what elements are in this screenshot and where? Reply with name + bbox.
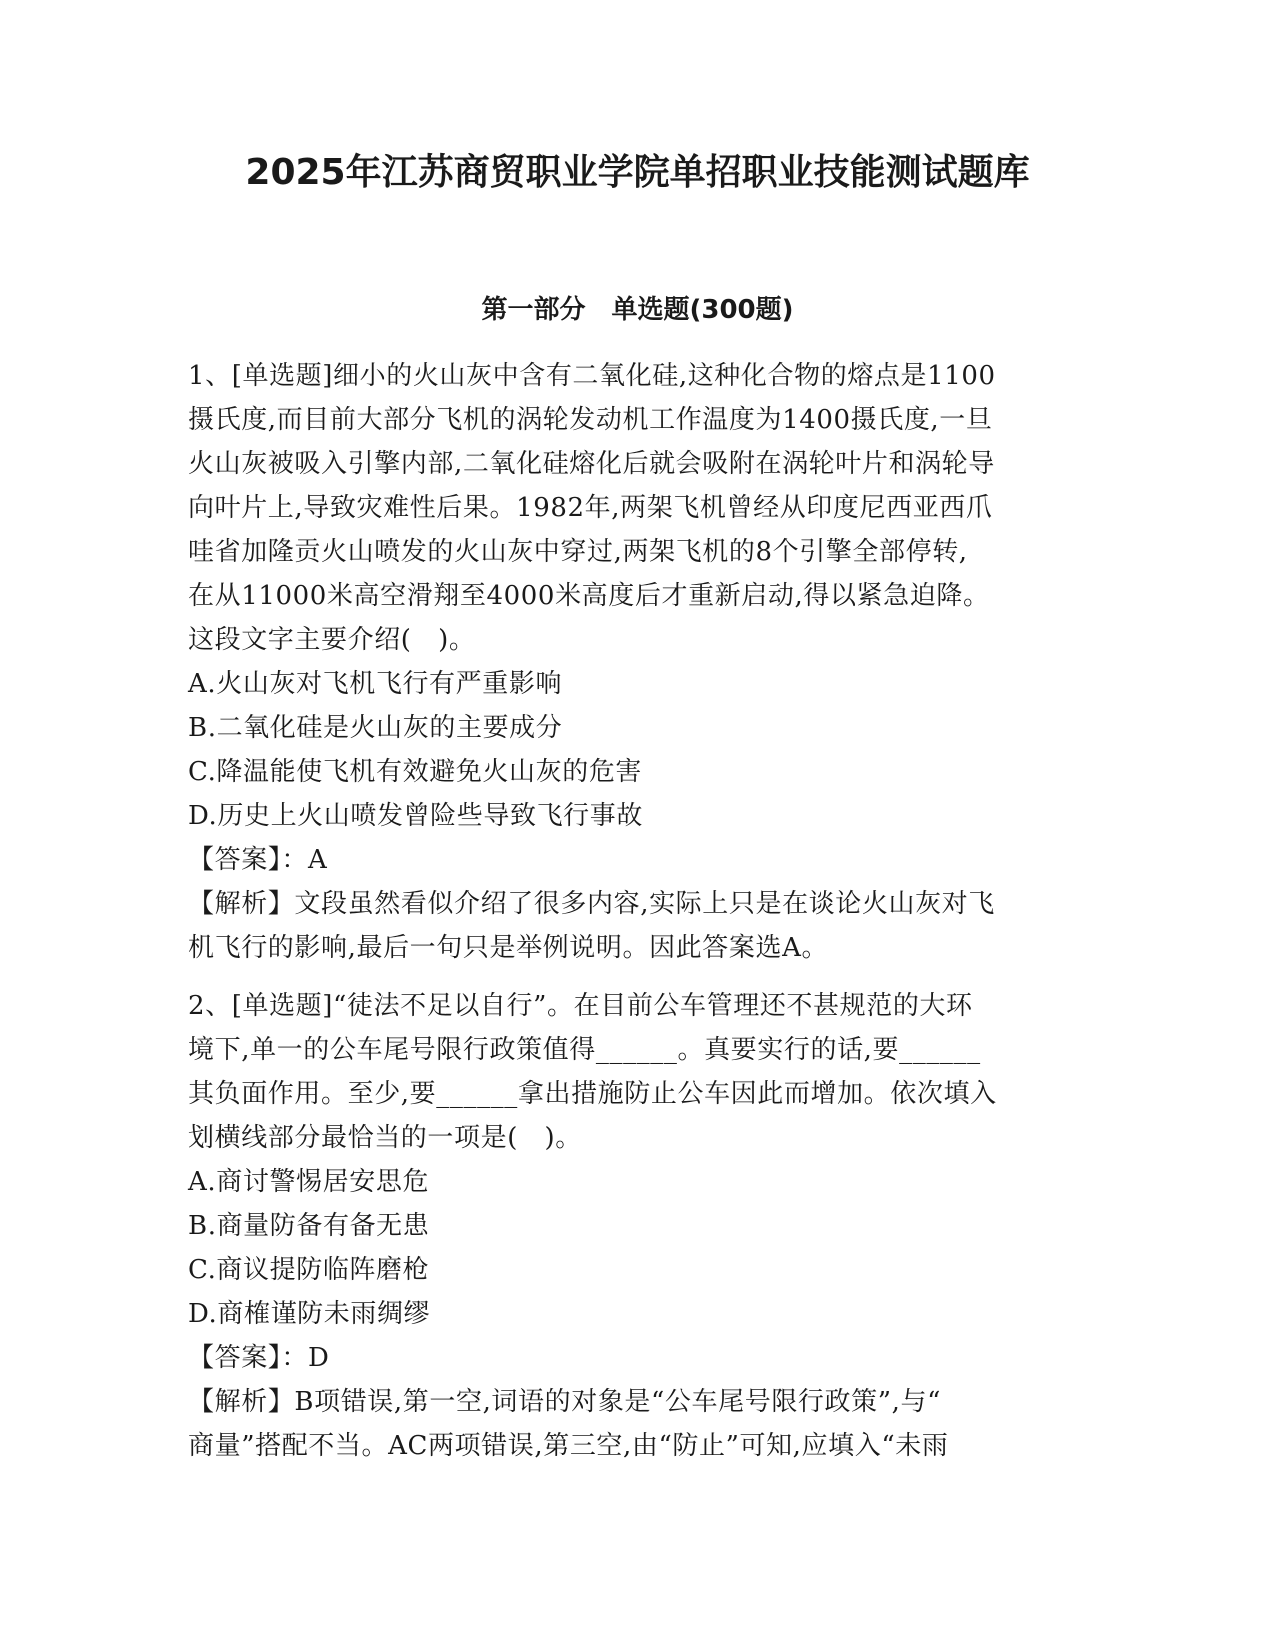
document-title: 2025年江苏商贸职业学院单招职业技能测试题库 (245, 152, 1030, 193)
option-c: C.商议提防临阵磨枪 (188, 1255, 430, 1285)
question-stem-line: 在从11000米高空滑翔至4000米高度后才重新启动,得以紧急迫降。 (188, 581, 990, 611)
question-2 (188, 984, 1068, 1468)
question-stem-line: 摄氏度,而目前大部分飞机的涡轮发动机工作温度为1400摄氏度,一旦 (188, 405, 993, 435)
question-1 (188, 354, 1068, 970)
question-list (188, 354, 1068, 1482)
option-d: D.历史上火山喷发曾险些导致飞行事故 (188, 801, 643, 831)
question-stem-line: 1、[单选题]细小的火山灰中含有二氧化硅,这种化合物的熔点是1100 (188, 361, 996, 391)
question-stem-line: 哇省加隆贡火山喷发的火山灰中穿过,两架飞机的8个引擎全部停转, (188, 537, 968, 567)
option-c: C.降温能使飞机有效避免火山灰的危害 (188, 757, 643, 787)
option-d: D.商榷谨防未雨绸缪 (188, 1299, 431, 1329)
answer: 【答案】：A (188, 845, 328, 875)
question-stem-line: 向叶片上,导致灾难性后果。1982年,两架飞机曾经从印度尼西亚西爪 (188, 493, 993, 523)
option-a: A.商讨警惕居安思危 (188, 1167, 430, 1197)
analysis-line: 商量”搭配不当。AC两项错误,第三空,由“防止”可知,应填入“未雨 (188, 1431, 949, 1461)
question-stem-line: 划横线部分最恰当的一项是( )。 (188, 1123, 582, 1153)
analysis-line: 机飞行的影响,最后一句只是举例说明。因此答案选A。 (188, 933, 829, 963)
option-b: B.二氧化硅是火山灰的主要成分 (188, 713, 563, 743)
question-stem-line: 这段文字主要介绍( )。 (188, 625, 476, 655)
question-stem-line: 火山灰被吸入引擎内部,二氧化硅熔化后就会吸附在涡轮叶片和涡轮导 (188, 449, 995, 479)
question-stem-line: 其负面作用。至少,要______拿出措施防止公车因此而增加。依次填入 (188, 1079, 997, 1109)
analysis-line: 【解析】B项错误,第一空,词语的对象是“公车尾号限行政策”,与“ (188, 1387, 941, 1417)
analysis-line: 【解析】文段虽然看似介绍了很多内容,实际上只是在谈论火山灰对飞 (188, 889, 995, 919)
answer: 【答案】：D (188, 1343, 330, 1373)
option-b: B.商量防备有备无患 (188, 1211, 430, 1241)
section-title: 第一部分 单选题(300题) (481, 295, 794, 325)
option-a: A.火山灰对飞机飞行有严重影响 (188, 669, 563, 699)
question-stem-line: 2、[单选题]“徒法不足以自行”。在目前公车管理还不甚规范的大环 (188, 991, 973, 1021)
question-stem-line: 境下,单一的公车尾号限行政策值得______。真要实行的话,要______ (188, 1035, 981, 1065)
